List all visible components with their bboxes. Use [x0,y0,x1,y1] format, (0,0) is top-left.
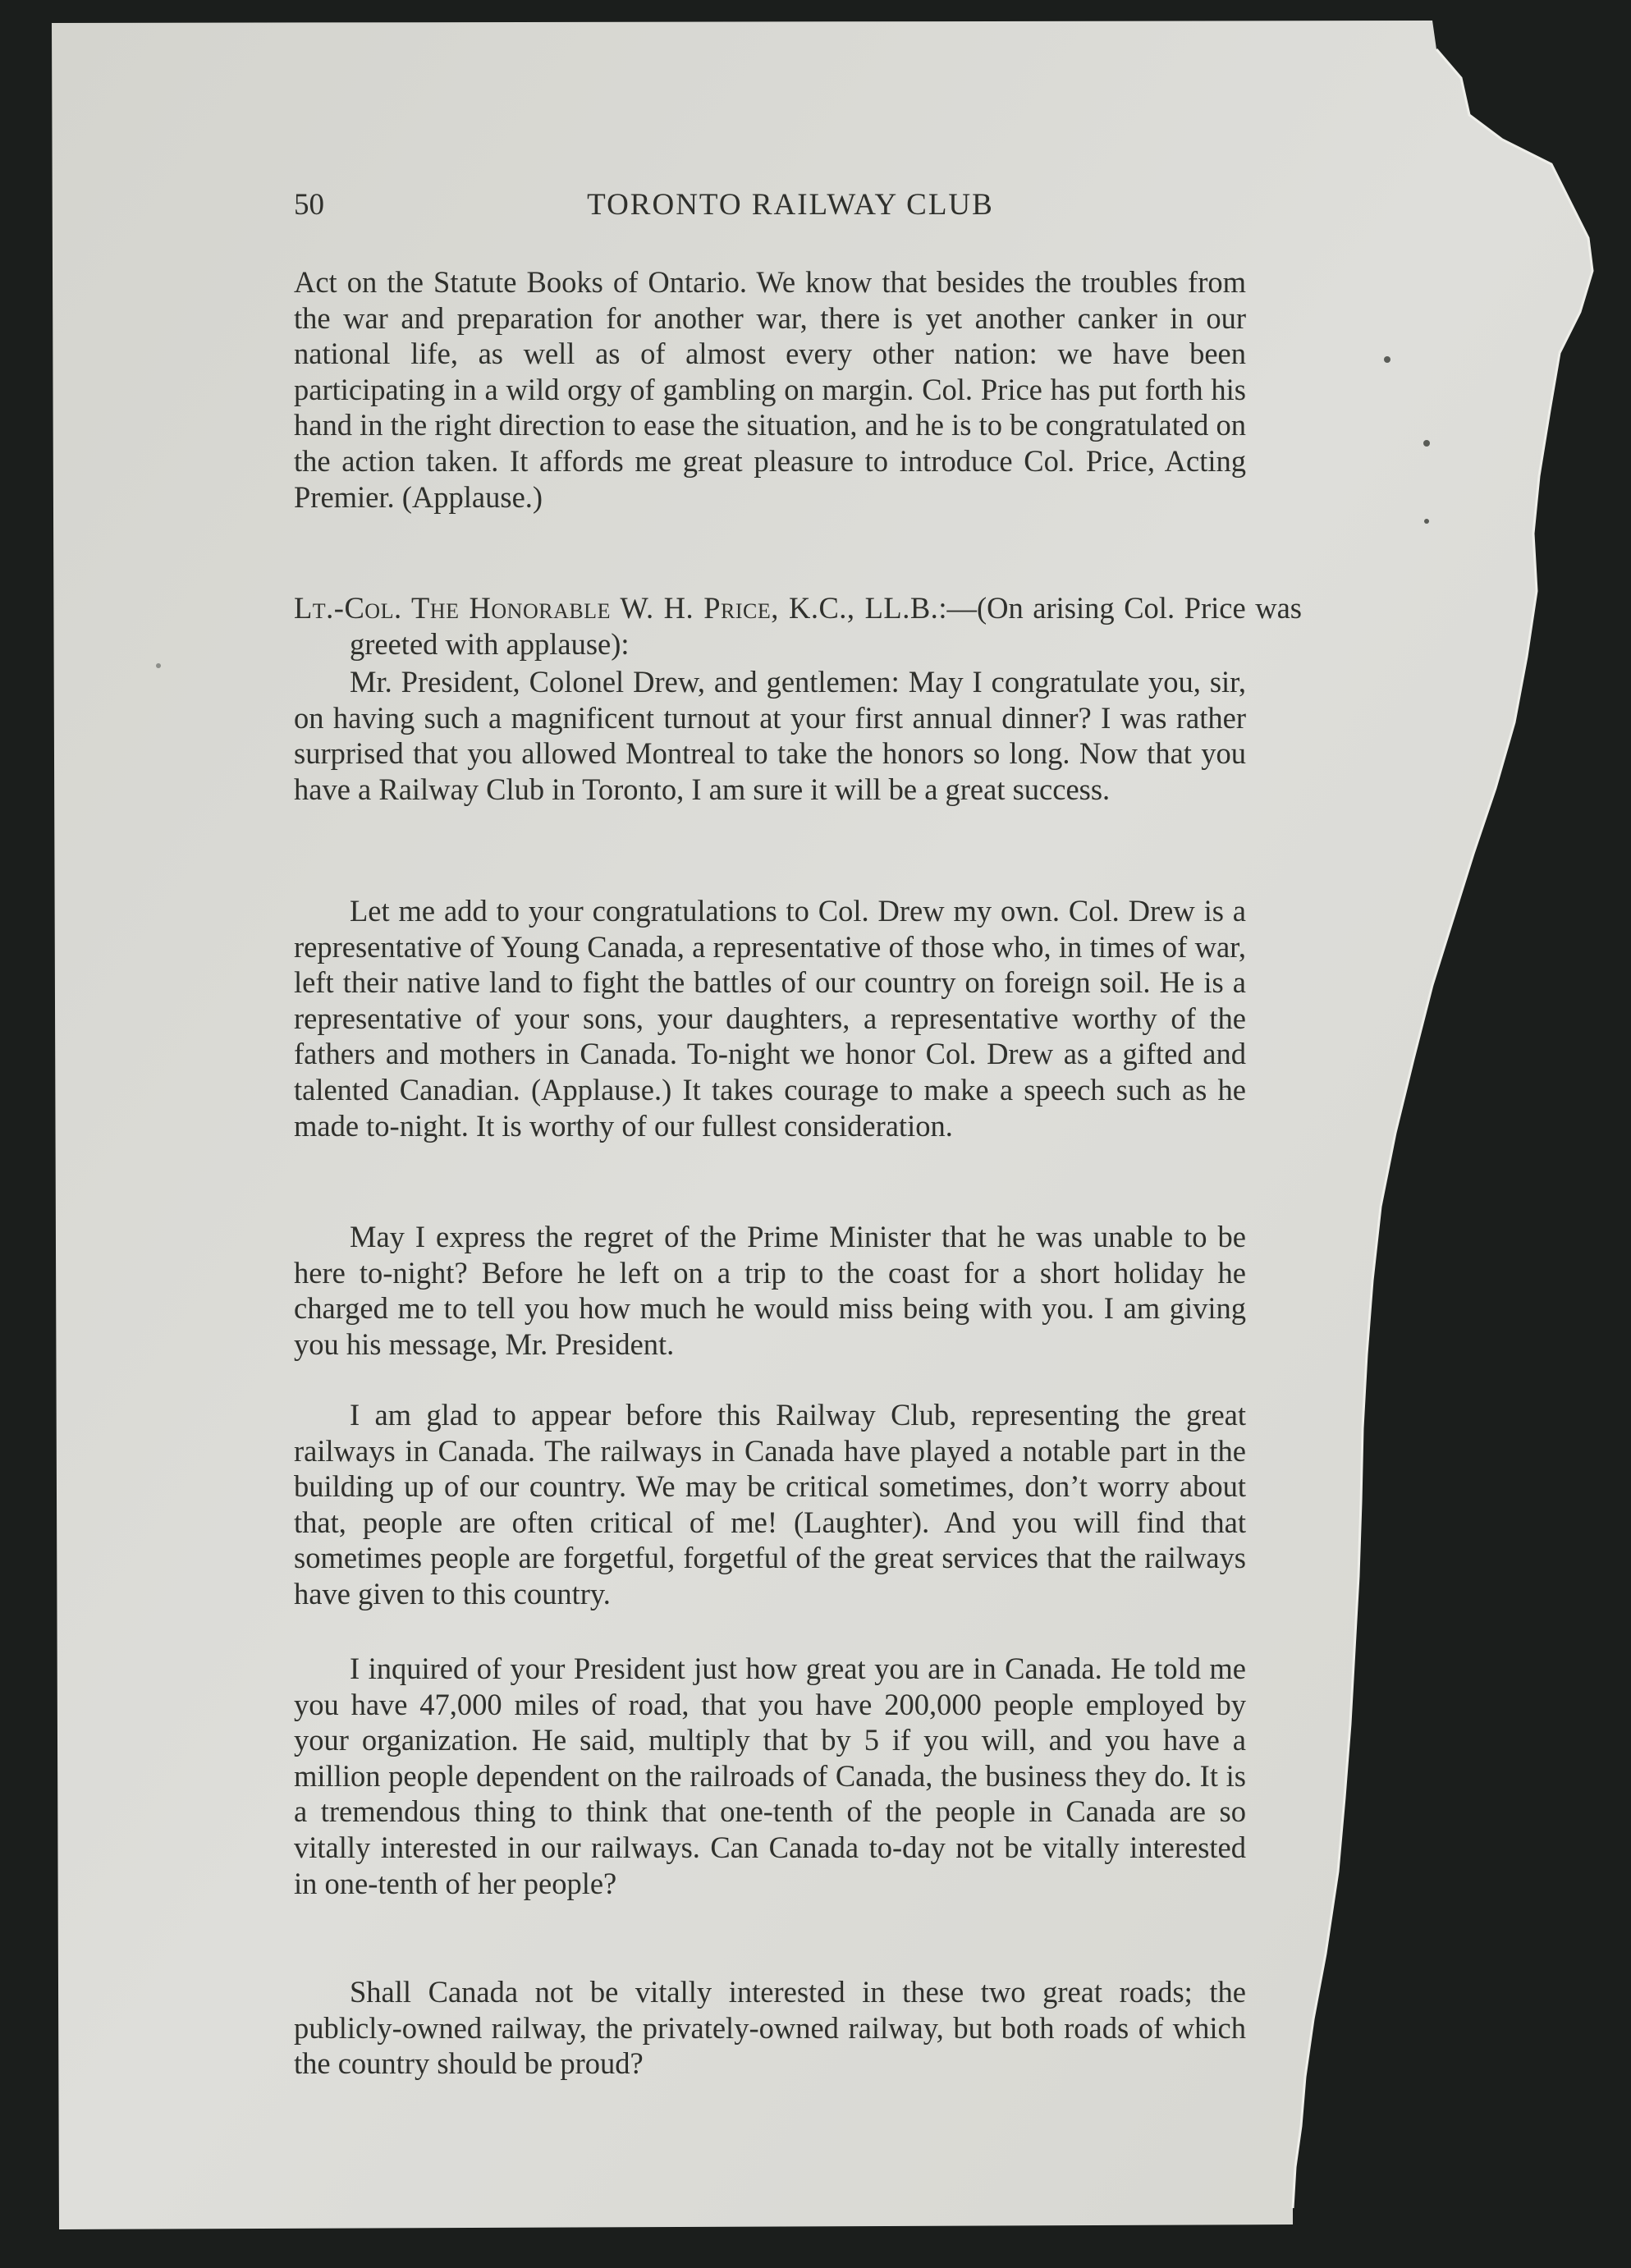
paragraph-4: May I express the regret of the Prime Minister that he was unable to be here to-night? Before he left on a trip to the coast for a short holiday he charged me to tell you how much he would miss being with you. I am giving you his message, Mr. President. [294,1220,1246,1361]
running-head [294,187,1246,223]
speaker-note: :—(On arising Col. Price was greeted with applause): [350,591,1302,661]
paragraph-1: Act on the Statute Books of Ontario. We know that besides the troubles from the war and preparation for another war, there is yet another canker in our national life, as well as of almost every other nation: we have been participating in a wild orgy of gambling on margin. Col. Price has put forth his hand in the right direction to ease the situation, and he is to be congratulated on the action taken. It affords me great pleasure to introduce Col. Price, Acting Premier. (Applause.) [294,265,1246,514]
running-title: TORONTO RAILWAY CLUB [587,188,994,222]
paper-speck [1424,519,1429,524]
paper-speck [156,663,161,668]
speaker-heading [294,590,1302,662]
paper-speck [1423,440,1430,447]
paragraph-3: Let me add to your congratulations to Col. Drew my own. Col. Drew is a representative of Young Canada, a representative of those who, in times of war, left their native land to fight the battles of our country on foreign soil. He is a representative of your sons, your daughters, a representative worthy of the fathers and mothers in Canada. To-night we honor Col. Drew as a gifted and talented Canadian. (Applause.) It takes courage to make a speech such as he made to-night. It is worthy of our fullest consideration. [294,894,1246,1143]
paragraph-7: Shall Canada not be vitally interested in these two great roads; the publicly-owned railway, the privately-owned railway, but both roads of which the country should be proud? [294,1975,1246,2081]
page-number: 50 [294,188,324,222]
paper-speck [1384,356,1390,363]
paragraph-2: Mr. President, Colonel Drew, and gentlemen: May I congratulate you, sir, on having such a magnificent turnout at your first annual dinner? I was rather surprised that you allowed Montreal to take the honors so long. Now that you have a Railway Club in Toronto, I am sure it will be a great success. [294,665,1246,806]
speaker-name: Lt.-Col. The Honorable W. H. Price, K.C., LL.B. [294,591,939,625]
paragraph-5: I am glad to appear before this Railway Club, representing the great railways in Canada. The railways in Canada have played a notable part in the building up of our country. We may be critical sometimes, don’t worry about that, people are often critical of me! (Laughter). And you will find that sometimes people are forgetful, forgetful of the great services that the railways have given to this country. [294,1398,1246,1611]
paragraph-6: I inquired of your President just how great you are in Canada. He told me you have 47,000 miles of road, that you have 200,000 people employed by your organization. He said, multiply that by 5 if you will, and you have a million people dependent on the railroads of Canada, the business they do. It is a tremendous thing to think that one-tenth of the people in Canada are so vitally interested in our railways. Can Canada to-day not be vitally interested in one-tenth of her people? [294,1652,1246,1900]
